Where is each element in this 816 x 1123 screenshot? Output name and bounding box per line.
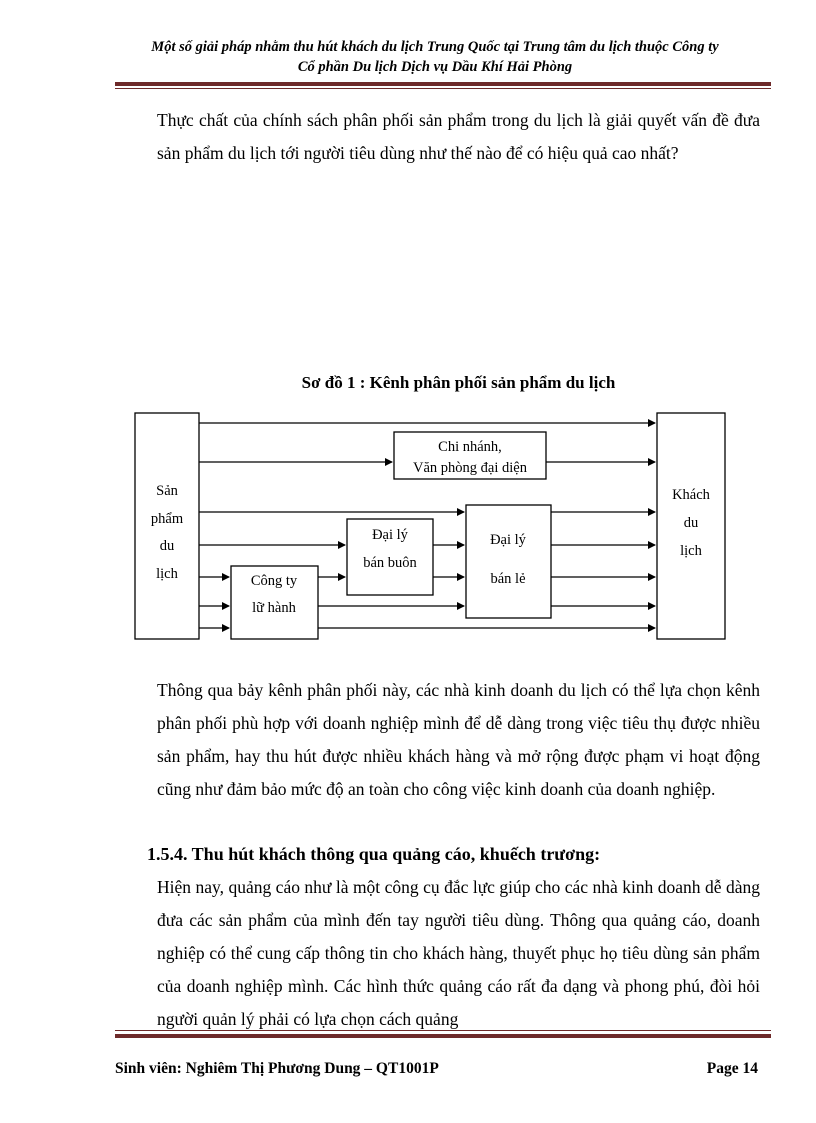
retail-label-2: bán lẻ	[490, 571, 526, 587]
footer-rule-thin	[115, 1030, 771, 1031]
branch-label-2: Văn phòng đại diện	[413, 460, 527, 476]
tour-company-label-1: Công ty	[250, 573, 298, 589]
tour-company-label-2: lữ hành	[252, 600, 296, 616]
branch-label-1: Chi nhánh,	[438, 439, 502, 455]
header-title-line2: Cổ phần Du lịch Dịch vụ Dầu Khí Hải Phòng	[297, 59, 573, 75]
target-label-2: du	[683, 515, 699, 531]
footer-student: Sinh viên: Nghiêm Thị Phương Dung – QT1001P	[115, 1060, 439, 1077]
diagram-explanation-paragraph: Thông qua bảy kênh phân phối này, các nhà kinh doanh du lịch có thể lựa chọn kênh phân phối phù hợp với doanh nghiệp mình để dễ dàng trong việc tiêu thụ được nhiều sản phẩm, hay thu hút được nhiều khách hàng và mở rộng được phạm vi hoạt động cũng như đảm bảo mức độ an toàn cho công việc kinh doanh của doanh nghiệp.	[157, 680, 760, 799]
target-label-1: Khách	[672, 487, 710, 503]
diagram-caption: Sơ đồ 1 : Kênh phân phối sản phẩm du lịch	[301, 373, 616, 392]
wholesale-label-1: Đại lý	[372, 527, 408, 543]
wholesale-label-2: bán buôn	[363, 555, 417, 571]
source-label-2: phẩm	[150, 511, 184, 527]
source-label-3: du	[159, 538, 175, 554]
source-label-4: lịch	[156, 566, 178, 582]
section-heading: 1.5.4. Thu hút khách thông qua quảng cáo, khuếch trương:	[147, 844, 601, 864]
source-label-1: Sản	[156, 483, 178, 499]
retail-label-1: Đại lý	[490, 532, 526, 548]
target-label-3: lịch	[680, 543, 702, 559]
footer-page-number: Page 14	[706, 1060, 758, 1077]
footer-rule-thick	[115, 1034, 771, 1038]
intro-paragraph: Thực chất của chính sách phân phối sản phẩm trong du lịch là giải quyết vấn đề đưa sản phẩm du lịch tới người tiêu dùng như thế nào để có hiệu quả cao nhất?	[157, 110, 760, 163]
header-title-line1: Một số giải pháp nhằm thu hút khách du lịch Trung Quốc tại Trung tâm du lịch thuộc Công ty	[151, 39, 719, 55]
section-paragraph: Hiện nay, quảng cáo như là một công cụ đắc lực giúp cho các nhà kinh doanh dễ dàng đưa các sản phẩm của mình đến tay người tiêu dùng. Thông qua quảng cáo, doanh nghiệp có thể cung cấp thông tin cho khách hàng, thuyết phục họ tiêu dùng sản phẩm của doanh nghiệp mình. Các hình thức quảng cáo rất đa dạng và phong phú, đòi hỏi người quản lý phải có lựa chọn cách quảng	[157, 877, 760, 1029]
retail-box	[466, 505, 551, 618]
